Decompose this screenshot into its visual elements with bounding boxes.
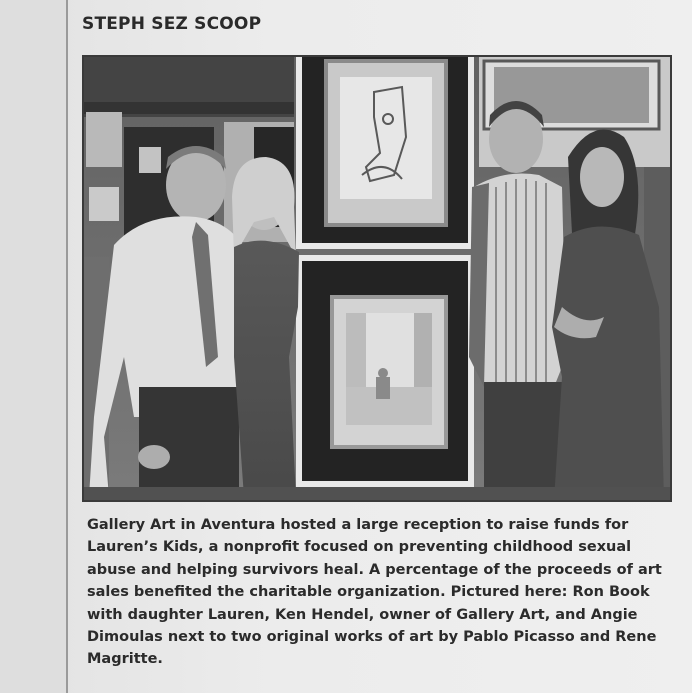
show-through-text [285,0,685,50]
column-rule [66,0,68,693]
section-headline: STEPH SEZ SCOOP [82,14,262,34]
photo-caption: Gallery Art in Aventura hosted a large reception to raise funds for Lauren’s Kids, a nonprofit focused on preventing childhood sexual abuse and helping survivors heal. A percentage of the proceeds of art sales benefited the charitable organization. Pictured here: Ron Book with daughter Lauren, Ken Hendel, owner of Gallery Art, and Angie Dimoulas next to two original works of art by Pablo Picasso and Rene Magritte. [87,517,662,668]
event-photo [82,55,672,502]
left-margin [0,0,66,693]
